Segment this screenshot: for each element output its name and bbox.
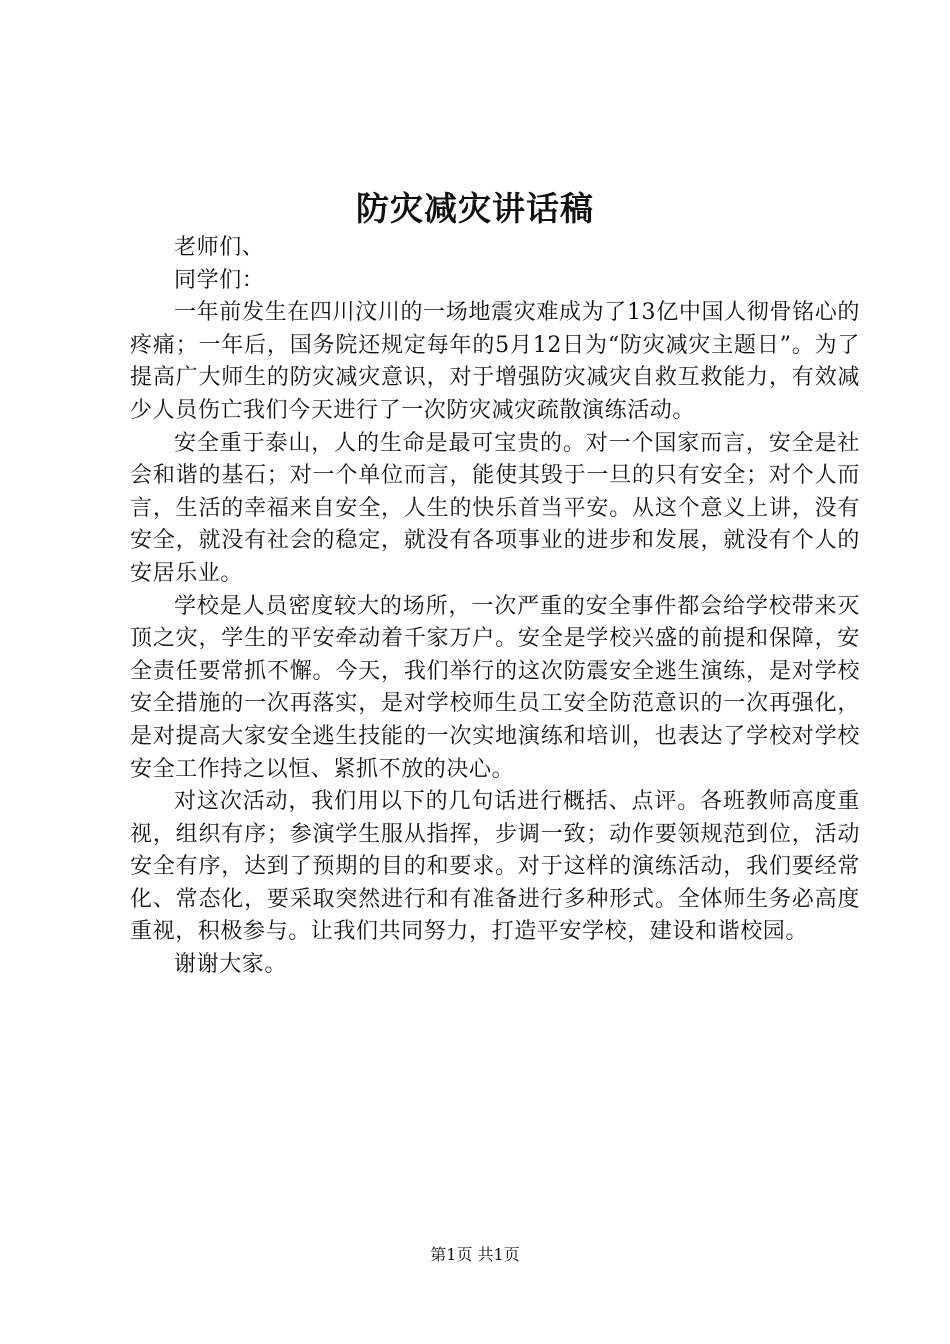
paragraph-3: 学校是人员密度较大的场所，一次严重的安全事件都会给学校带来灭顶之灾，学生的平安牵动着千家万户。安全是学校兴盛的前提和保障，安全责任要常抓不懈。今天，我们举行的这次防震安全逃生演练，是对学校安全措施的一次再落实，是对学校师生员工安全防范意识的一次再强化，是对提高大家安全逃生技能的一次实地演练和培训，也表达了学校对学校安全工作持之以恒、紧抓不放的决心。 bbox=[130, 593, 860, 782]
paragraph-4: 对这次活动，我们用以下的几句话进行概括、点评。各班教师高度重视，组织有序；参演学生服从指挥，步调一致；动作要领规范到位，活动安全有序，达到了预期的目的和要求。对于这样的演练活动，我们要经常化、常态化，要采取突然进行和有准备进行多种形式。全体师生务必高度重视，积极参与。让我们共同努力，打造平安学校，建设和谐校园。 bbox=[130, 789, 860, 945]
closing-thanks: 谢谢大家。 bbox=[174, 952, 288, 978]
paragraph-2: 安全重于泰山，人的生命是最可宝贵的。对一个国家而言，安全是社会和谐的基石；对一个单位而言，能使其毁于一旦的只有安全；对个人而言，生活的幸福来自安全，人生的快乐首当平安。从这个意义上讲，没有安全，就没有社会的稳定，就没有各项事业的进步和发展，就没有个人的安居乐业。 bbox=[130, 430, 860, 586]
paragraph-1: 一年前发生在四川汶川的一场地震灾难成为了13亿中国人彻骨铭心的疼痛；一年后，国务院还规定每年的5月12日为“防灾减灾主题日”。为了提高广大师生的防灾减灾意识，对于增强防灾减灾自救互救能力，有效减少人员伤亡我们今天进行了一次防灾减灾疏散演练活动。 bbox=[130, 300, 860, 423]
page-footer: 第1页 共1页 bbox=[430, 1245, 520, 1264]
document-title: 防灾减灾讲话稿 bbox=[356, 189, 594, 228]
document-body bbox=[130, 232, 860, 982]
greeting-teachers: 老师们、 bbox=[174, 235, 265, 260]
greeting-students: 同学们： bbox=[174, 267, 265, 293]
